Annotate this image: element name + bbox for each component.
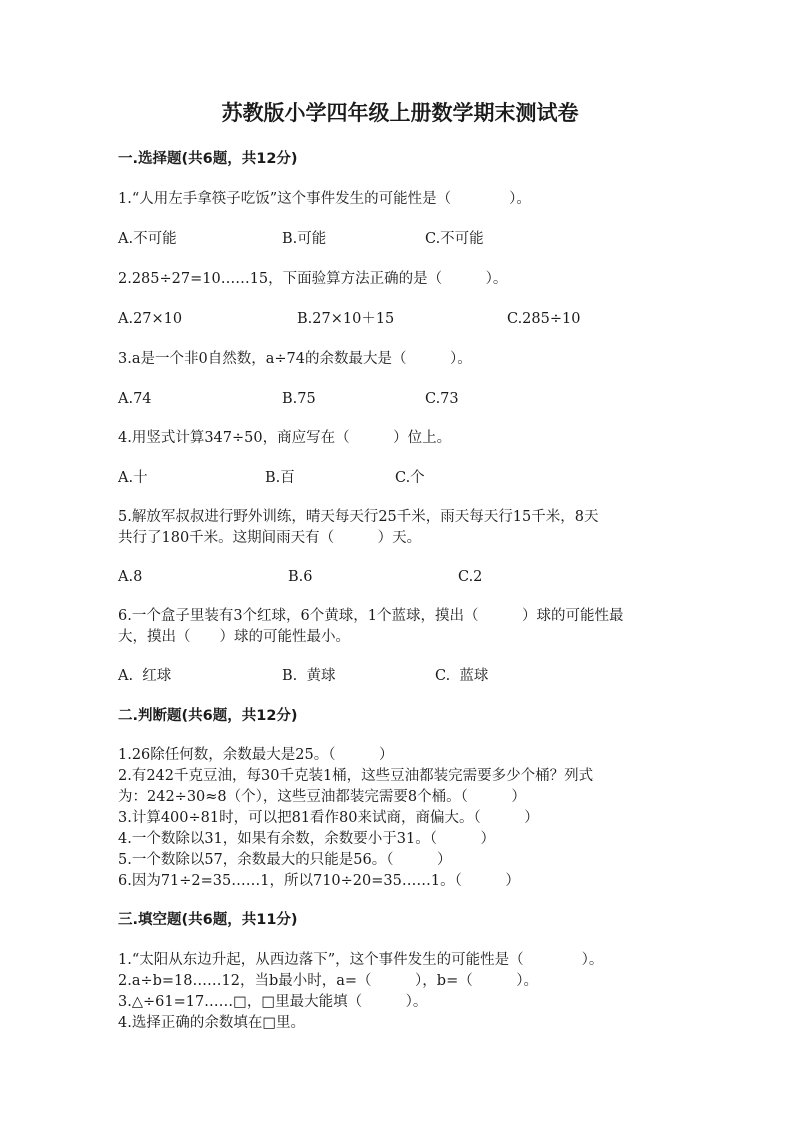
section-heading-choice: 一.选择题(共6题，共12分) [118, 151, 298, 167]
section-heading-fill: 三.填空题(共6题，共11分) [118, 912, 298, 928]
judge-item: 5.一个数除以57，余数最大的只能是56。（ ） [118, 852, 452, 868]
fill-item: 3.△÷61=17……□，□里最大能填（ ）。 [118, 994, 428, 1010]
option-b: B.27×10＋15 [297, 311, 395, 327]
fill-item: 2.a÷b=18……12，当b最小时，a=（ ），b=（ ）。 [118, 973, 538, 989]
option-c: C.73 [425, 391, 459, 407]
judge-item: 4.一个数除以31，如果有余数，余数要小于31。（ ） [118, 831, 495, 847]
option-c: C.2 [458, 569, 483, 585]
option-b: B.75 [282, 391, 316, 407]
option-c: C.285÷10 [507, 311, 581, 327]
section-heading-judge: 二.判断题(共6题，共12分) [118, 708, 298, 724]
page-title: 苏教版小学四年级上册数学期末测试卷 [221, 100, 579, 125]
option-c: C. 蓝球 [435, 668, 489, 684]
judge-item: 2.有242千克豆油，每30千克装1桶，这些豆油都装完需要多少个桶？列式 [118, 768, 594, 784]
option-b: B.可能 [282, 231, 327, 247]
fill-item: 4.选择正确的余数填在□里。 [118, 1015, 306, 1031]
option-a: A. 红球 [118, 668, 172, 684]
fill-item: 1.“太阳从东边升起，从西边落下”，这个事件发生的可能性是（ ）。 [118, 952, 604, 968]
option-c: C.个 [395, 470, 425, 486]
judge-item: 3.计算400÷81时，可以把81看作80来试商，商偏大。（ ） [118, 810, 539, 826]
judge-item-cont: 为：242÷30≈8（个），这些豆油都装完需要8个桶。（ ） [118, 789, 526, 805]
question-stem: 1.“人用左手拿筷子吃饭”这个事件发生的可能性是（ ）。 [118, 191, 531, 207]
option-a: A.74 [118, 391, 152, 407]
question-stem: 5.解放军叔叔进行野外训练，晴天每天行25千米，雨天每天行15千米，8天 [118, 509, 599, 525]
option-a: A.不可能 [118, 231, 177, 247]
question-stem: 3.a是一个非0自然数，a÷74的余数最大是（ ）。 [118, 351, 472, 367]
question-stem: 4.用竖式计算347÷50，商应写在（ ）位上。 [118, 430, 452, 446]
option-a: A.十 [118, 470, 148, 486]
question-stem: 6.一个盒子里装有3个红球，6个黄球，1个蓝球，摸出（ ）球的可能性最 [118, 608, 624, 624]
judge-item: 6.因为71÷2=35……1，所以710÷20=35……1。（ ） [118, 873, 520, 889]
question-stem-cont: 共行了180千米。这期间雨天有（ ）天。 [118, 530, 422, 546]
option-b: B.百 [265, 470, 295, 486]
option-a: A.8 [118, 569, 143, 585]
option-c: C.不可能 [425, 231, 484, 247]
option-a: A.27×10 [118, 311, 183, 327]
option-b: B.6 [288, 569, 313, 585]
question-stem: 2.285÷27=10……15，下面验算方法正确的是（ ）。 [118, 271, 508, 287]
judge-item: 1.26除任何数，余数最大是25。（ ） [118, 747, 394, 763]
option-b: B. 黄球 [282, 668, 336, 684]
question-stem-cont: 大，摸出（ ）球的可能性最小。 [118, 629, 350, 645]
